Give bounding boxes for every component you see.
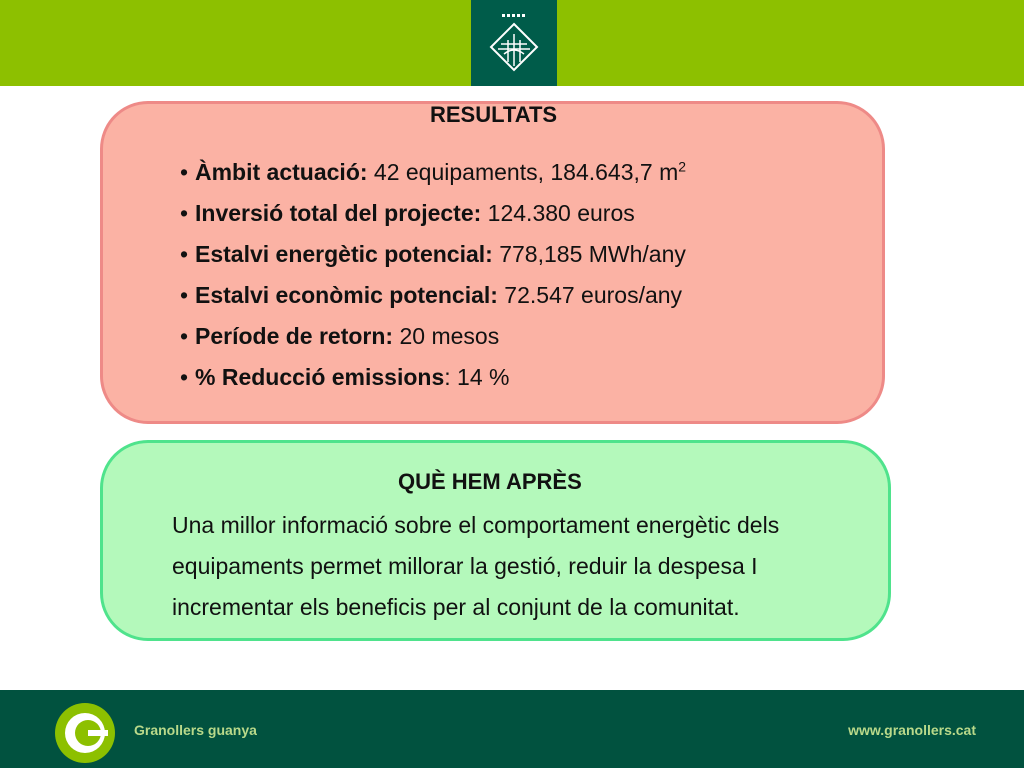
learned-title: QUÈ HEM APRÈS	[398, 469, 582, 494]
list-item: • Estalvi econòmic potencial: 72.547 euros/any	[180, 282, 683, 308]
crest-container	[471, 0, 557, 86]
footer-brand: Granollers guanya	[134, 722, 257, 738]
footer-url[interactable]: www.granollers.cat	[848, 722, 976, 738]
list-item: • Àmbit actuació: 42 equipaments, 184.643,7 $m^2$	[180, 158, 687, 185]
list-item: • Estalvi energètic potencial: 778,185 MWh/any	[180, 241, 686, 267]
coat-of-arms-icon	[471, 0, 557, 86]
list-item: • Període de retorn: 20 mesos	[180, 323, 500, 349]
granollers-g-logo-icon	[52, 700, 118, 766]
list-item: • % Reducció emissions: 14 %	[180, 364, 510, 390]
learned-text: Una millor informació sobre el comportament energètic dels equipaments permet millorar la gestió, reduir la despesa I incrementar els beneficis per al conjunt de la comunitat.	[172, 512, 780, 620]
list-item: • Inversió total del projecte: 124.380 euros	[180, 200, 635, 226]
results-list	[180, 155, 686, 401]
results-title: RESULTATS	[430, 102, 558, 127]
